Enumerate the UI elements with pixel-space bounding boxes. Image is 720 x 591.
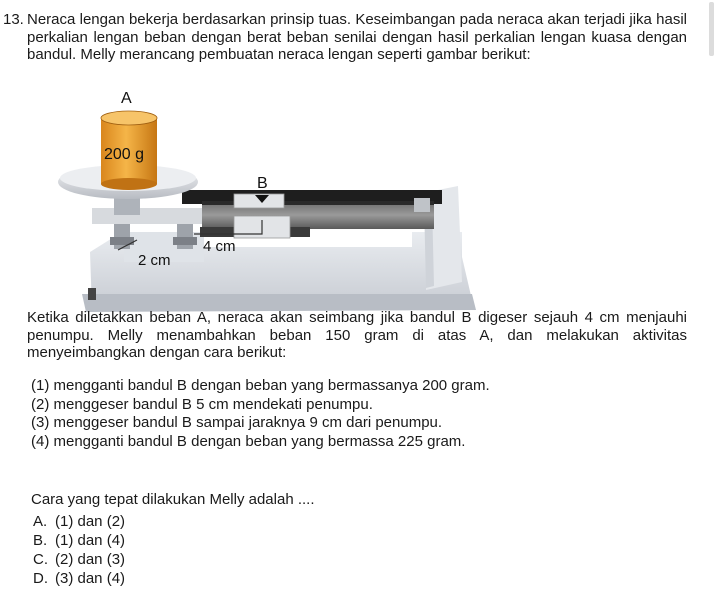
activity-item: (3) menggeser bandul B sampai jaraknya 9 cm dari penumpu. [31,414,443,431]
label-a: A [121,90,132,107]
triple-beam-balance-figure [52,82,482,318]
option-text: (1) dan (4) [55,532,126,549]
option-b[interactable] [33,531,125,550]
answer-options [33,512,125,588]
mass-label: 200 g [104,146,145,163]
option-a[interactable] [33,512,125,531]
question-prompt: Cara yang tepat dilakukan Melly adalah .... [31,491,315,508]
question-number: 13. [3,11,24,28]
option-text: (3) dan (4) [55,570,126,587]
scrollbar[interactable] [709,2,714,56]
activity-list [31,377,490,451]
activity-item: (4) mengganti bandul B dengan beban yang bermassa 225 gram. [31,432,466,450]
activity-item: (1) mengganti bandul B dengan beban yang bermassanya 200 gram. [31,377,490,394]
scenario-text: Ketika diletakkan beban A, neraca akan seimbang jika bandul B digeser sejauh 4 cm menjauhi penumpu. Melly menambahkan beban 150 gram di atas A, dan melakukan aktivitas menyeimbangkan dengan cara berikut: [27,309,687,361]
option-c[interactable] [33,550,125,569]
option-d[interactable] [33,569,125,588]
option-text: (1) dan (2) [55,513,126,530]
activity-item: (2) menggeser bandul B 5 cm mendekati penumpu. [31,395,373,413]
question-stem: Neraca lengan bekerja berdasarkan prinsip tuas. Keseimbangan pada neraca akan terjadi jika hasil perkalian lengan beban dengan berat beban senilai dengan hasil perkalian lengan kuasa dengan bandul. Melly merancang pembuatan neraca lengan seperti gambar berikut: [27,11,687,63]
label-b: B [257,175,268,192]
balance-base [82,232,476,312]
option-letter: A. [33,513,48,530]
rider-distance-label: 4 cm [203,238,236,255]
option-text: (2) dan (3) [55,551,126,568]
pivot-distance-label: 2 cm [138,252,171,269]
option-letter: C. [33,551,48,568]
option-letter: B. [33,532,48,549]
option-letter: D. [33,570,48,587]
